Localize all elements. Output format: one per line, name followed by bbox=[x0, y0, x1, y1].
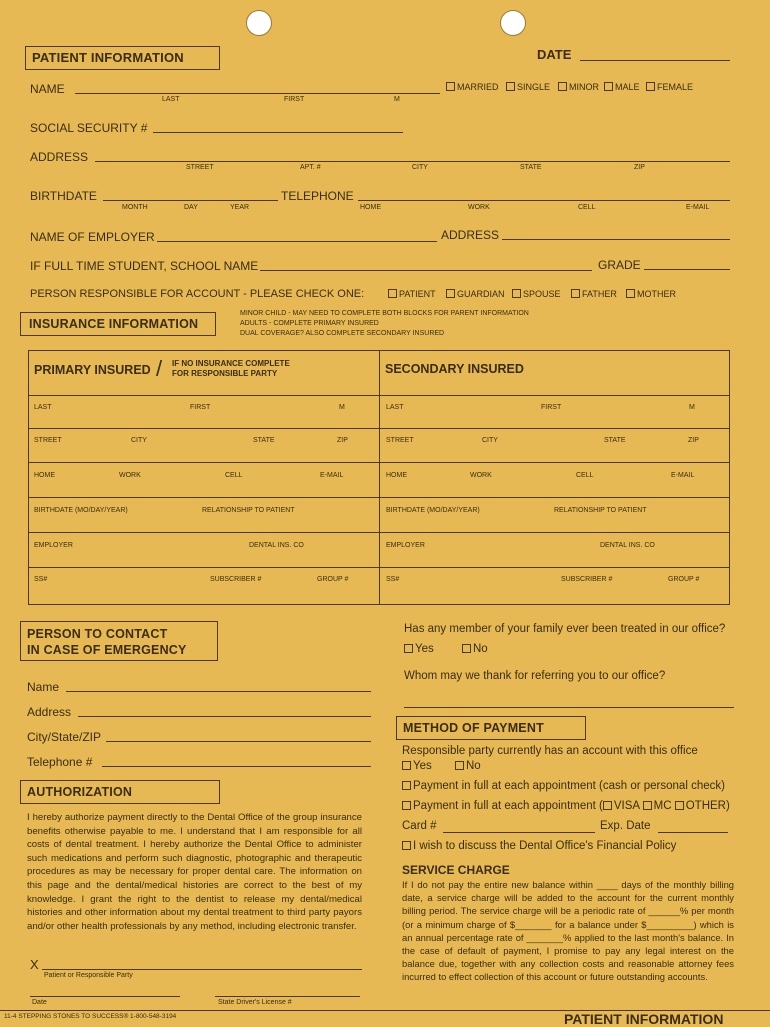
telephone-sub-cell: CELL bbox=[578, 204, 596, 211]
telephone-sub-home: HOME bbox=[360, 204, 381, 211]
secondary-insured-title: SECONDARY INSURED bbox=[385, 362, 524, 376]
secondary-ss-label[interactable]: SS# bbox=[386, 576, 400, 583]
secondary-employer-label[interactable]: EMPLOYER bbox=[386, 542, 425, 549]
secondary-zip-label[interactable]: ZIP bbox=[688, 437, 699, 444]
punch-hole-right bbox=[500, 10, 526, 36]
address-sub-city: CITY bbox=[412, 164, 428, 171]
primary-first-label[interactable]: FIRST bbox=[190, 404, 211, 411]
birthdate-sub-year: YEAR bbox=[230, 204, 250, 211]
secondary-cell-label[interactable]: CELL bbox=[576, 472, 594, 479]
primary-insured-slash: / bbox=[156, 356, 163, 381]
male-checkbox[interactable]: MALE bbox=[604, 82, 640, 92]
primary-relationship-label[interactable]: RELATIONSHIP TO PATIENT bbox=[202, 507, 295, 514]
emergency-city-label: City/State/ZIP bbox=[27, 730, 102, 744]
insurance-row-rule bbox=[28, 428, 730, 429]
responsible-mother-checkbox[interactable]: MOTHER bbox=[626, 289, 676, 299]
license-label: State Driver's License # bbox=[218, 999, 292, 1006]
primary-middle-label[interactable]: M bbox=[339, 404, 345, 411]
authorization-header: AUTHORIZATION bbox=[20, 780, 220, 804]
responsible-father-checkbox[interactable]: FATHER bbox=[571, 289, 617, 299]
secondary-city-label[interactable]: CITY bbox=[482, 437, 498, 444]
secondary-dental-ins-label[interactable]: DENTAL INS. CO bbox=[600, 542, 655, 549]
license-field[interactable] bbox=[215, 996, 360, 997]
insurance-row-rule bbox=[28, 532, 730, 533]
referral-question: Whom may we thank for referring you to our office? bbox=[404, 670, 666, 682]
secondary-group-label[interactable]: GROUP # bbox=[668, 576, 700, 583]
primary-state-label[interactable]: STATE bbox=[253, 437, 275, 444]
primary-insured-title: PRIMARY INSURED bbox=[34, 363, 151, 377]
payment-header: METHOD OF PAYMENT bbox=[396, 716, 586, 740]
employer-address-field[interactable] bbox=[502, 239, 730, 240]
emergency-header bbox=[20, 621, 218, 661]
emergency-address-field[interactable] bbox=[78, 716, 371, 717]
address-sub-zip: ZIP bbox=[634, 164, 645, 171]
payment-full-cash-checkbox[interactable]: Payment in full at each appointment (cash or personal check) bbox=[402, 780, 725, 792]
telephone-field[interactable] bbox=[358, 200, 730, 201]
primary-ss-label[interactable]: SS# bbox=[34, 576, 48, 583]
telephone-sub-work: WORK bbox=[468, 204, 490, 211]
exp-date-field[interactable] bbox=[658, 832, 728, 833]
primary-email-label[interactable]: E-MAIL bbox=[320, 472, 344, 479]
address-sub-street: STREET bbox=[186, 164, 214, 171]
primary-zip-label[interactable]: ZIP bbox=[337, 437, 348, 444]
birthdate-label: BIRTHDATE bbox=[30, 189, 97, 203]
employer-field[interactable] bbox=[157, 241, 437, 242]
employer-address-label: ADDRESS bbox=[441, 228, 500, 242]
responsible-guardian-checkbox[interactable]: GUARDIAN bbox=[446, 289, 505, 299]
account-yes-checkbox[interactable]: Yes bbox=[402, 760, 432, 772]
insurance-row-rule bbox=[28, 497, 730, 498]
primary-cell-label[interactable]: CELL bbox=[225, 472, 243, 479]
other-option[interactable]: OTHER) bbox=[685, 800, 730, 812]
address-label: ADDRESS bbox=[30, 150, 89, 164]
primary-employer-label[interactable]: EMPLOYER bbox=[34, 542, 73, 549]
address-sub-apt: APT. # bbox=[300, 164, 321, 171]
primary-group-label[interactable]: GROUP # bbox=[317, 576, 349, 583]
family-no-checkbox[interactable]: No bbox=[462, 643, 488, 655]
address-field[interactable] bbox=[95, 161, 730, 162]
emergency-name-field[interactable] bbox=[66, 691, 371, 692]
responsible-patient-checkbox[interactable]: PATIENT bbox=[388, 289, 436, 299]
emergency-city-field[interactable] bbox=[106, 741, 371, 742]
emergency-telephone-label: Telephone # bbox=[27, 755, 93, 769]
student-label: IF FULL TIME STUDENT, SCHOOL NAME bbox=[30, 259, 259, 273]
payment-full-card-checkbox[interactable]: Payment in full at each appointment ( VISA MC OTHER) bbox=[402, 800, 730, 812]
birthdate-sub-day: DAY bbox=[184, 204, 198, 211]
address-sub-state: STATE bbox=[520, 164, 542, 171]
emergency-header-line-1: PERSON TO CONTACT bbox=[27, 627, 168, 641]
primary-street-label[interactable]: STREET bbox=[34, 437, 62, 444]
responsible-spouse-checkbox[interactable]: SPOUSE bbox=[512, 289, 561, 299]
discuss-policy-checkbox[interactable]: I wish to discuss the Dental Office's Financial Policy bbox=[402, 840, 676, 852]
ssn-label: SOCIAL SECURITY # bbox=[30, 121, 148, 135]
punch-hole-left bbox=[246, 10, 272, 36]
card-number-label: Card # bbox=[402, 820, 437, 832]
footer-tab-label: PATIENT INFORMATION bbox=[564, 1011, 724, 1027]
name-sub-first: FIRST bbox=[284, 96, 305, 103]
insurance-note-3: DUAL COVERAGE? ALSO COMPLETE SECONDARY INSURED bbox=[240, 330, 445, 337]
telephone-sub-email: E-MAIL bbox=[686, 204, 710, 211]
single-checkbox[interactable]: SINGLE bbox=[506, 82, 550, 92]
secondary-home-label[interactable]: HOME bbox=[386, 472, 407, 479]
service-charge-header: SERVICE CHARGE bbox=[402, 863, 510, 877]
secondary-street-label[interactable]: STREET bbox=[386, 437, 414, 444]
telephone-label: TELEPHONE bbox=[281, 189, 354, 203]
emergency-header-line-2: IN CASE OF EMERGENCY bbox=[27, 643, 187, 657]
primary-home-label[interactable]: HOME bbox=[34, 472, 55, 479]
visa-option[interactable]: VISA bbox=[613, 800, 640, 812]
signature-label: Patient or Responsible Party bbox=[44, 972, 133, 979]
grade-label: GRADE bbox=[598, 258, 641, 272]
secondary-last-label[interactable]: LAST bbox=[386, 404, 404, 411]
mc-option[interactable]: MC bbox=[653, 800, 672, 812]
date-field[interactable] bbox=[580, 60, 730, 61]
footer-credit: 11-4 STEPPING STONES TO SUCCESS® 1-800-548-3194 bbox=[4, 1013, 177, 1020]
emergency-telephone-field[interactable] bbox=[102, 766, 371, 767]
employer-label: NAME OF EMPLOYER bbox=[30, 230, 155, 244]
primary-dental-ins-label[interactable]: DENTAL INS. CO bbox=[249, 542, 304, 549]
signature-date-label: Date bbox=[32, 999, 47, 1006]
name-sub-middle: M bbox=[394, 96, 400, 103]
secondary-first-label[interactable]: FIRST bbox=[541, 404, 562, 411]
account-no-checkbox[interactable]: No bbox=[455, 760, 481, 772]
secondary-subscriber-label[interactable]: SUBSCRIBER # bbox=[561, 576, 613, 583]
married-checkbox[interactable]: MARRIED bbox=[446, 82, 499, 92]
primary-insured-note-1: IF NO INSURANCE COMPLETE bbox=[172, 359, 290, 368]
secondary-relationship-label[interactable]: RELATIONSHIP TO PATIENT bbox=[554, 507, 647, 514]
secondary-state-label[interactable]: STATE bbox=[604, 437, 626, 444]
primary-subscriber-label[interactable]: SUBSCRIBER # bbox=[210, 576, 262, 583]
minor-checkbox[interactable]: MINOR bbox=[558, 82, 599, 92]
insurance-row-rule bbox=[28, 567, 730, 568]
grade-field[interactable] bbox=[644, 269, 730, 270]
name-field[interactable] bbox=[75, 93, 440, 94]
referral-field[interactable] bbox=[404, 707, 734, 708]
secondary-work-label[interactable]: WORK bbox=[470, 472, 492, 479]
emergency-address-label: Address bbox=[27, 705, 72, 719]
signature-x-mark: X bbox=[30, 957, 39, 972]
insurance-header-rule bbox=[28, 395, 730, 396]
name-label: NAME bbox=[30, 82, 65, 96]
ssn-field[interactable] bbox=[153, 132, 403, 133]
name-sub-last: LAST bbox=[162, 96, 180, 103]
primary-city-label[interactable]: CITY bbox=[131, 437, 147, 444]
insurance-header: INSURANCE INFORMATION bbox=[20, 312, 216, 336]
birthdate-field[interactable] bbox=[103, 200, 278, 201]
female-checkbox[interactable]: FEMALE bbox=[646, 82, 693, 92]
insurance-note-2: ADULTS - COMPLETE PRIMARY INSURED bbox=[240, 320, 379, 327]
insurance-row-rule bbox=[28, 462, 730, 463]
service-charge-text: If I do not pay the entire new balance within ____ days of the monthly billing date, a service charge will be added to the account for the current monthly billing period. The service charge will be a periodic rate of ______% per month (or a minimum charge of $_______ for a balance under $_________) which is an annual percentage rate of _______% applied to the last month's balance. In the case of default of payment, I promise to pay any legal interest on the balance due, together with any collection costs and reasonable attorney fees incurred to effect collection of this account or future outstanding accounts. bbox=[402, 879, 734, 983]
account-question: Responsible party currently has an account with this office bbox=[402, 745, 698, 757]
secondary-birthdate-label[interactable]: BIRTHDATE (MO/DAY/YEAR) bbox=[386, 507, 480, 514]
authorization-text: I hereby authorize payment directly to the Dental Office of the group insurance benefits otherwise payable to me. I understand that I am responsible for all costs of dental treatment. I hereby authorize the Dental Office to administer such medications and perform such diagnostic, photographic and therapeutic procedures as may be necessary for proper dental care. The information on this page and the dental/medical histories are correct to the best of my knowledge. I grant the right to the dentist to release my dental/medical histories and other information about my dental treatment to third party payors and/or other health professionals by any method, including electronic transfer. bbox=[27, 812, 362, 932]
emergency-name-label: Name bbox=[27, 680, 60, 694]
school-field[interactable] bbox=[260, 270, 592, 271]
family-yes-checkbox[interactable]: Yes bbox=[404, 643, 434, 655]
responsible-label: PERSON RESPONSIBLE FOR ACCOUNT - PLEASE CHECK ONE: bbox=[30, 288, 365, 300]
date-signature-field[interactable] bbox=[30, 996, 180, 997]
secondary-middle-label[interactable]: M bbox=[689, 404, 695, 411]
secondary-email-label[interactable]: E-MAIL bbox=[671, 472, 695, 479]
patient-info-header: PATIENT INFORMATION bbox=[25, 46, 220, 70]
birthdate-sub-month: MONTH bbox=[122, 204, 148, 211]
primary-last-label[interactable]: LAST bbox=[34, 404, 52, 411]
exp-date-label: Exp. Date bbox=[600, 820, 651, 832]
family-treated-question: Has any member of your family ever been treated in our office? bbox=[404, 623, 726, 635]
primary-birthdate-label[interactable]: BIRTHDATE (MO/DAY/YEAR) bbox=[34, 507, 128, 514]
primary-insured-note-2: FOR RESPONSIBLE PARTY bbox=[172, 369, 278, 378]
primary-work-label[interactable]: WORK bbox=[119, 472, 141, 479]
date-label: DATE bbox=[537, 47, 572, 62]
card-number-field[interactable] bbox=[443, 832, 595, 833]
signature-field[interactable] bbox=[42, 969, 362, 970]
insurance-note-1: MINOR CHILD - MAY NEED TO COMPLETE BOTH BLOCKS FOR PARENT INFORMATION bbox=[240, 310, 529, 317]
